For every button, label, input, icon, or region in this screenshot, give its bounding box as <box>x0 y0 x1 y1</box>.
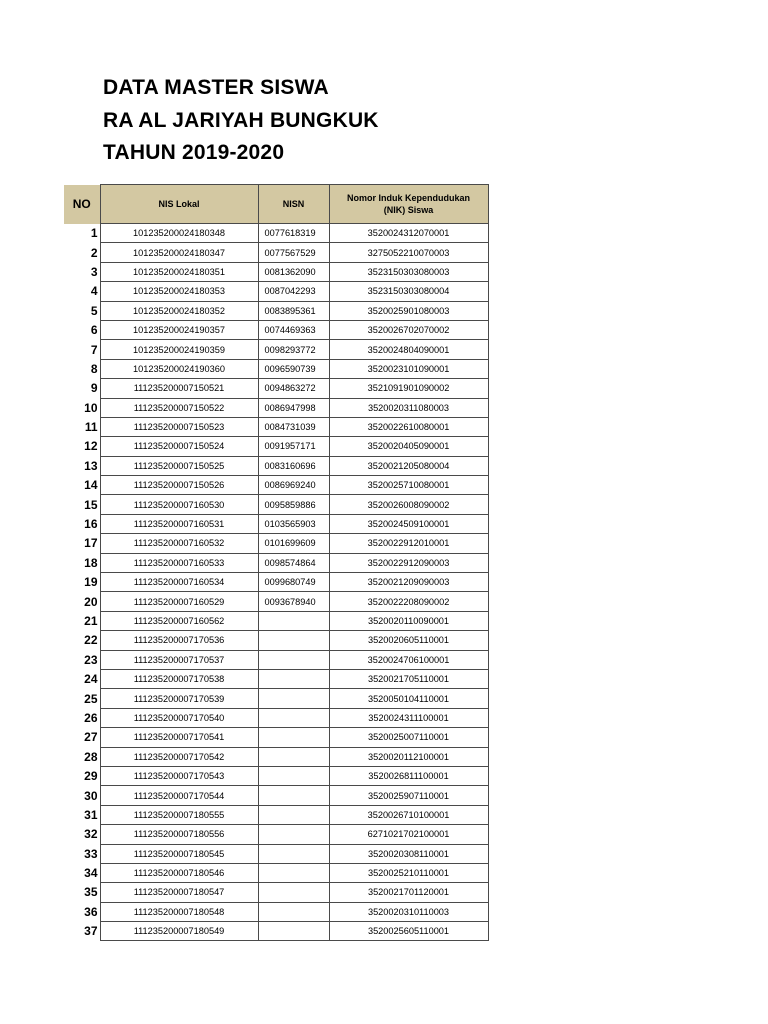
nisn-cell: 0099680749 <box>258 573 329 592</box>
nisn-cell: 0081362090 <box>258 262 329 281</box>
nik-cell: 3520024311100001 <box>329 708 488 727</box>
nis-lokal-cell: 111235200007180547 <box>100 883 258 902</box>
nis-lokal-cell: 101235200024180351 <box>100 262 258 281</box>
title-line-1: DATA MASTER SISWA <box>103 76 329 99</box>
row-number-cell: 1 <box>90 226 98 241</box>
table-row <box>64 592 488 611</box>
row-number-cell: 33 <box>84 846 98 861</box>
nisn-cell <box>258 902 329 921</box>
row-number-cell: 17 <box>84 536 98 551</box>
nik-cell: 3520025901080003 <box>329 301 488 320</box>
nik-cell: 3520024706100001 <box>329 650 488 669</box>
nis-lokal-cell: 111235200007170544 <box>100 786 258 805</box>
nik-cell: 3520025210110001 <box>329 863 488 882</box>
table-row <box>64 631 488 650</box>
nis-lokal-cell: 111235200007150525 <box>100 456 258 475</box>
nis-lokal-cell: 111235200007160534 <box>100 573 258 592</box>
row-number-cell: 10 <box>84 400 98 415</box>
nik-cell: 3520021705110001 <box>329 669 488 688</box>
nik-cell: 3520024509100001 <box>329 514 488 533</box>
table-row <box>64 766 488 785</box>
student-data-table <box>64 184 489 941</box>
nisn-cell <box>258 669 329 688</box>
table-row <box>64 359 488 378</box>
nik-cell: 3520025605110001 <box>329 922 488 941</box>
row-number-cell: 34 <box>84 866 98 881</box>
row-number-cell: 8 <box>90 361 98 376</box>
table-row <box>64 825 488 844</box>
table-row <box>64 456 488 475</box>
nis-lokal-cell: 111235200007150522 <box>100 398 258 417</box>
nisn-cell <box>258 844 329 863</box>
row-number-cell: 21 <box>84 614 98 628</box>
nik-cell: 3520022912090003 <box>329 553 488 572</box>
row-number-cell: 11 <box>84 420 98 435</box>
nisn-cell <box>258 786 329 805</box>
nisn-cell: 0103565903 <box>258 514 329 533</box>
table-row <box>64 902 488 921</box>
nik-cell: 3520050104110001 <box>329 689 488 708</box>
nis-lokal-cell: 111235200007170539 <box>100 689 258 708</box>
header-no: NO <box>64 185 100 224</box>
nisn-cell: 0084731039 <box>258 417 329 436</box>
nisn-cell <box>258 766 329 785</box>
table-row <box>64 320 488 339</box>
nis-lokal-cell: 111235200007170538 <box>100 669 258 688</box>
nik-cell: 3520024804090001 <box>329 340 488 359</box>
row-number-cell: 7 <box>90 342 98 357</box>
nik-cell: 3520024312070001 <box>329 224 488 243</box>
nik-cell: 3520025710080001 <box>329 476 488 495</box>
row-number-cell: 30 <box>84 788 98 803</box>
nisn-cell: 0094863272 <box>258 379 329 398</box>
row-number-cell: 37 <box>84 924 98 939</box>
nis-lokal-cell: 101235200024180352 <box>100 301 258 320</box>
nis-lokal-cell: 101235200024180348 <box>100 224 258 243</box>
nis-lokal-cell: 101235200024190360 <box>100 359 258 378</box>
nisn-cell: 0098574864 <box>258 553 329 572</box>
row-number-cell: 24 <box>84 672 98 687</box>
nis-lokal-cell: 111235200007170536 <box>100 631 258 650</box>
table-row <box>64 689 488 708</box>
row-number-cell: 28 <box>84 749 98 764</box>
nisn-cell <box>258 631 329 650</box>
table-row <box>64 922 488 941</box>
nisn-cell <box>258 728 329 747</box>
nis-lokal-cell: 111235200007170543 <box>100 766 258 785</box>
nis-lokal-cell: 101235200024180347 <box>100 243 258 262</box>
row-number-cell: 15 <box>84 497 98 512</box>
table-row <box>64 573 488 592</box>
row-number-cell: 35 <box>84 885 98 900</box>
nisn-cell <box>258 708 329 727</box>
row-number-cell: 6 <box>90 323 98 338</box>
row-number-cell: 12 <box>84 439 98 454</box>
nis-lokal-cell: 111235200007150526 <box>100 476 258 495</box>
table-body <box>64 224 488 941</box>
nisn-cell <box>258 825 329 844</box>
document-title <box>103 72 379 170</box>
nisn-cell <box>258 805 329 824</box>
table-row <box>64 282 488 301</box>
nisn-cell: 0091957171 <box>258 437 329 456</box>
row-number-cell: 18 <box>84 555 98 570</box>
row-number-cell: 31 <box>84 807 98 822</box>
nisn-cell <box>258 863 329 882</box>
nik-cell: 3520026702070002 <box>329 320 488 339</box>
header-nik <box>329 185 488 224</box>
nik-cell: 3520020308110001 <box>329 844 488 863</box>
table-row <box>64 476 488 495</box>
table-row <box>64 844 488 863</box>
nisn-cell: 0095859886 <box>258 495 329 514</box>
table-row <box>64 437 488 456</box>
nik-cell: 3520020110090001 <box>329 611 488 630</box>
nik-cell: 3520020112100001 <box>329 747 488 766</box>
row-number-cell: 22 <box>84 633 98 648</box>
nis-lokal-cell: 111235200007180549 <box>100 922 258 941</box>
row-number-cell: 20 <box>84 594 98 609</box>
row-number-cell: 32 <box>84 827 98 842</box>
nisn-cell <box>258 747 329 766</box>
table-row <box>64 340 488 359</box>
nik-cell: 3520021701120001 <box>329 883 488 902</box>
nisn-cell: 0074469363 <box>258 320 329 339</box>
nik-cell: 3520026008090002 <box>329 495 488 514</box>
header-row <box>64 185 488 224</box>
row-number-cell: 25 <box>84 691 98 706</box>
nik-cell: 3520021205080004 <box>329 456 488 475</box>
nisn-cell <box>258 689 329 708</box>
nik-cell: 3520022610080001 <box>329 417 488 436</box>
nisn-cell: 0101699609 <box>258 534 329 553</box>
nisn-cell: 0096590739 <box>258 359 329 378</box>
nik-cell: 3523150303080004 <box>329 282 488 301</box>
table-row <box>64 243 488 262</box>
title-line-3: TAHUN 2019-2020 <box>103 141 285 164</box>
table-row <box>64 379 488 398</box>
title-line-2: RA AL JARIYAH BUNGKUK <box>103 108 379 132</box>
nis-lokal-cell: 111235200007160529 <box>100 592 258 611</box>
row-number-cell: 13 <box>84 458 98 473</box>
nisn-cell <box>258 611 329 630</box>
row-number-cell: 2 <box>90 245 98 260</box>
nis-lokal-cell: 111235200007160530 <box>100 495 258 514</box>
nik-cell: 3523150303080003 <box>329 262 488 281</box>
row-number-cell: 14 <box>84 478 98 493</box>
nisn-cell: 0083160696 <box>258 456 329 475</box>
table-row <box>64 301 488 320</box>
table-row <box>64 495 488 514</box>
nis-lokal-cell: 101235200024190357 <box>100 320 258 339</box>
nik-cell: 3520026811100001 <box>329 766 488 785</box>
table-row <box>64 728 488 747</box>
nis-lokal-cell: 111235200007180555 <box>100 805 258 824</box>
nik-cell: 3520023101090001 <box>329 359 488 378</box>
nik-cell: 3520021209090003 <box>329 573 488 592</box>
nisn-cell: 0093678940 <box>258 592 329 611</box>
nik-cell: 3520020405090001 <box>329 437 488 456</box>
nik-cell: 3520022208090002 <box>329 592 488 611</box>
nisn-cell: 0098293772 <box>258 340 329 359</box>
row-number-cell: 23 <box>84 652 98 667</box>
nik-cell: 3520022912010001 <box>329 534 488 553</box>
nis-lokal-cell: 111235200007170537 <box>100 650 258 669</box>
nisn-cell <box>258 883 329 902</box>
nis-lokal-cell: 111235200007150523 <box>100 417 258 436</box>
table-row <box>64 669 488 688</box>
table-row <box>64 786 488 805</box>
nis-lokal-cell: 111235200007180545 <box>100 844 258 863</box>
nik-cell: 3520020310110003 <box>329 902 488 921</box>
table-row <box>64 863 488 882</box>
table-row <box>64 805 488 824</box>
table-header <box>64 185 488 224</box>
nis-lokal-cell: 101235200024180353 <box>100 282 258 301</box>
nik-cell: 6271021702100001 <box>329 825 488 844</box>
nis-lokal-cell: 111235200007150521 <box>100 379 258 398</box>
nik-cell: 3520020311080003 <box>329 398 488 417</box>
nis-lokal-cell: 111235200007180548 <box>100 902 258 921</box>
nis-lokal-cell: 111235200007160531 <box>100 514 258 533</box>
row-number-cell: 3 <box>90 264 98 279</box>
header-nik-line2: (NIK) Siswa <box>383 205 434 215</box>
row-number-cell: 4 <box>90 284 98 299</box>
header-nik-line1: Nomor Induk Kependudukan <box>346 193 470 203</box>
table-row <box>64 708 488 727</box>
table-row <box>64 611 488 630</box>
nik-cell: 3520020605110001 <box>329 631 488 650</box>
table-row <box>64 262 488 281</box>
table-row <box>64 224 488 243</box>
nis-lokal-cell: 111235200007160532 <box>100 534 258 553</box>
nis-lokal-cell: 111235200007150524 <box>100 437 258 456</box>
row-number-cell: 36 <box>84 904 98 919</box>
table-row <box>64 417 488 436</box>
row-number-cell: 9 <box>90 381 98 396</box>
row-number-cell: 5 <box>90 303 98 318</box>
table-row <box>64 883 488 902</box>
nisn-cell: 0077618319 <box>258 224 329 243</box>
row-number-cell: 19 <box>84 575 98 590</box>
nis-lokal-cell: 111235200007180556 <box>100 825 258 844</box>
nisn-cell <box>258 922 329 941</box>
nik-cell: 3520026710100001 <box>329 805 488 824</box>
table-row <box>64 650 488 669</box>
row-number-cell: 16 <box>84 517 98 532</box>
row-number-cell: 27 <box>84 730 98 745</box>
nis-lokal-cell: 111235200007170542 <box>100 747 258 766</box>
nik-cell: 3275052210070003 <box>329 243 488 262</box>
nisn-cell: 0086947998 <box>258 398 329 417</box>
table-row <box>64 534 488 553</box>
header-nisn: NISN <box>258 185 329 224</box>
nik-cell: 3520025907110001 <box>329 786 488 805</box>
nik-cell: 3521091901090002 <box>329 379 488 398</box>
table-row <box>64 398 488 417</box>
nisn-cell: 0077567529 <box>258 243 329 262</box>
header-nis-lokal: NIS Lokal <box>100 185 258 224</box>
table-row <box>64 553 488 572</box>
nik-cell: 3520025007110001 <box>329 728 488 747</box>
nisn-cell: 0086969240 <box>258 476 329 495</box>
nisn-cell: 0087042293 <box>258 282 329 301</box>
nisn-cell <box>258 650 329 669</box>
nis-lokal-cell: 111235200007160562 <box>100 611 258 630</box>
table-row <box>64 747 488 766</box>
row-number-cell: 26 <box>84 710 98 725</box>
table-row <box>64 514 488 533</box>
nisn-cell: 0083895361 <box>258 301 329 320</box>
nis-lokal-cell: 111235200007160533 <box>100 553 258 572</box>
nis-lokal-cell: 111235200007180546 <box>100 863 258 882</box>
row-number-cell: 29 <box>84 769 98 784</box>
nis-lokal-cell: 101235200024190359 <box>100 340 258 359</box>
nis-lokal-cell: 111235200007170541 <box>100 728 258 747</box>
nis-lokal-cell: 111235200007170540 <box>100 708 258 727</box>
